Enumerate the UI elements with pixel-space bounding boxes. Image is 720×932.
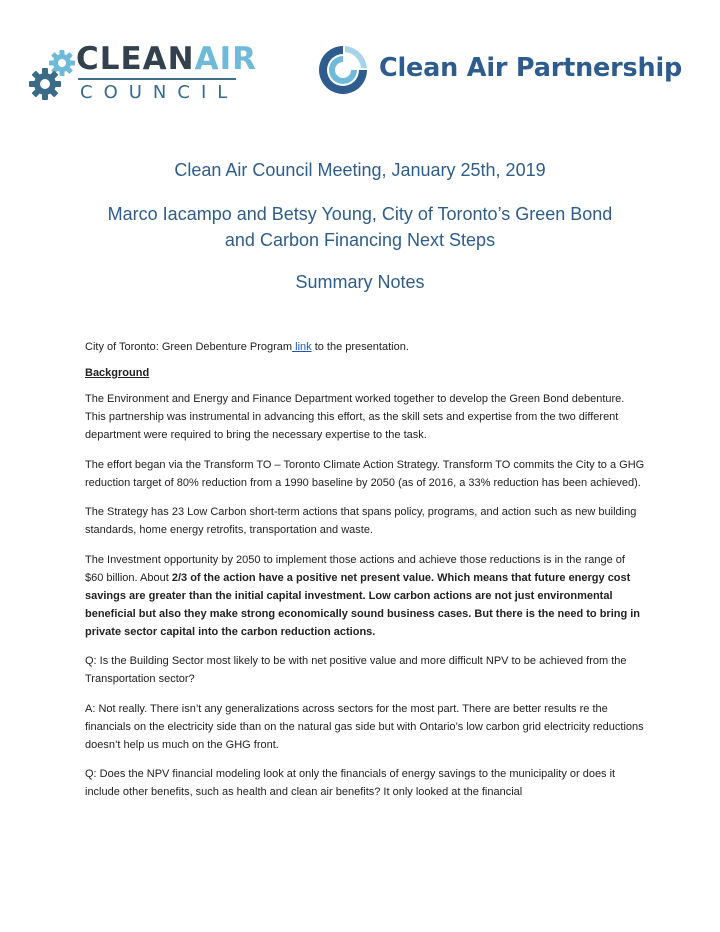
clean-air-partnership-logo xyxy=(315,42,705,102)
background-heading xyxy=(85,364,645,382)
swirl-icon xyxy=(315,42,371,98)
paragraph-1: The Environment and Energy and Finance Department worked together to develop the Green Bond debenture. This partnership was instrumental in advancing this effort, as the skill sets and expertise from the two different department were required to bring the necessary expertise to the task. xyxy=(85,393,625,441)
intro-paragraph xyxy=(85,338,645,356)
logo-wordmark-top xyxy=(76,42,257,76)
presentation-link[interactable]: link xyxy=(292,341,312,353)
summary-notes-title: Summary Notes xyxy=(295,272,425,292)
gears-icon xyxy=(28,46,80,106)
paragraph-3: The Strategy has 23 Low Carbon short-term actions that spans policy, programs, and action such as new building standards, home energy retrofits, transportation and waste. xyxy=(85,506,637,536)
question-1: Q: Is the Building Sector most likely to be with net positive value and more difficult NPV to be achieved from the Transportation sector? xyxy=(85,655,627,685)
paragraph-4-text: The Investment opportunity by 2050 to implement those actions and achieve those reductions is in the range of $60 billion. About xyxy=(85,553,625,584)
paragraph-4-bold: 2/3 of the action have a positive net present value. Which means that future energy cost savings are greater than the initial capital investment. Low carbon actions are not just environmental beneficial but also they make strong economically sound business cases. But there is the need to bring in private sector capital into the carbon reduction actions. xyxy=(85,571,641,638)
logo-word-clean: CLEAN xyxy=(76,41,195,77)
logo-wordmark-bottom: COUNCIL xyxy=(80,82,239,103)
background-heading-text: Background xyxy=(85,367,150,379)
partnership-wordmark: Clean Air Partnership xyxy=(379,53,683,83)
intro-text: City of Toronto: Green Debenture Program xyxy=(85,341,293,353)
presentation-title xyxy=(0,201,720,253)
clean-air-council-logo xyxy=(28,40,258,112)
paragraph-4 xyxy=(85,551,645,641)
logo-divider xyxy=(78,78,236,80)
paragraph-2: The effort began via the Transform TO – Toronto Climate Action Strategy. Transform TO commits the City to a GHG reduction target of 80% reduction from a 1990 baseline by 2050 (as of 2016, a 33% reduction has been achieved). xyxy=(85,458,645,489)
meeting-title: Clean Air Council Meeting, January 25th, 2019 xyxy=(174,160,546,180)
presentation-title-line2: and Carbon Financing Next Steps xyxy=(224,230,496,250)
document-body xyxy=(85,338,645,813)
intro-text-end: to the presentation. xyxy=(311,341,409,353)
logo-word-air: AIR xyxy=(194,41,258,77)
question-2: Q: Does the NPV financial modeling look at only the financials of energy savings to the municipality or does it include other benefits, such as health and clean air benefits? It only looked at the financial xyxy=(85,768,616,798)
answer-1: A: Not really. There isn’t any generalizations across sectors for the most part. There are better results re the financials on the electricity side than on the natural gas side but with Ontario’s low carbon grid electricity reductions doesn’t help us much on the GHG front. xyxy=(85,702,644,751)
logo-banner xyxy=(0,0,720,120)
presentation-title-line1: Marco Iacampo and Betsy Young, City of Toronto’s Green Bond xyxy=(107,204,613,224)
